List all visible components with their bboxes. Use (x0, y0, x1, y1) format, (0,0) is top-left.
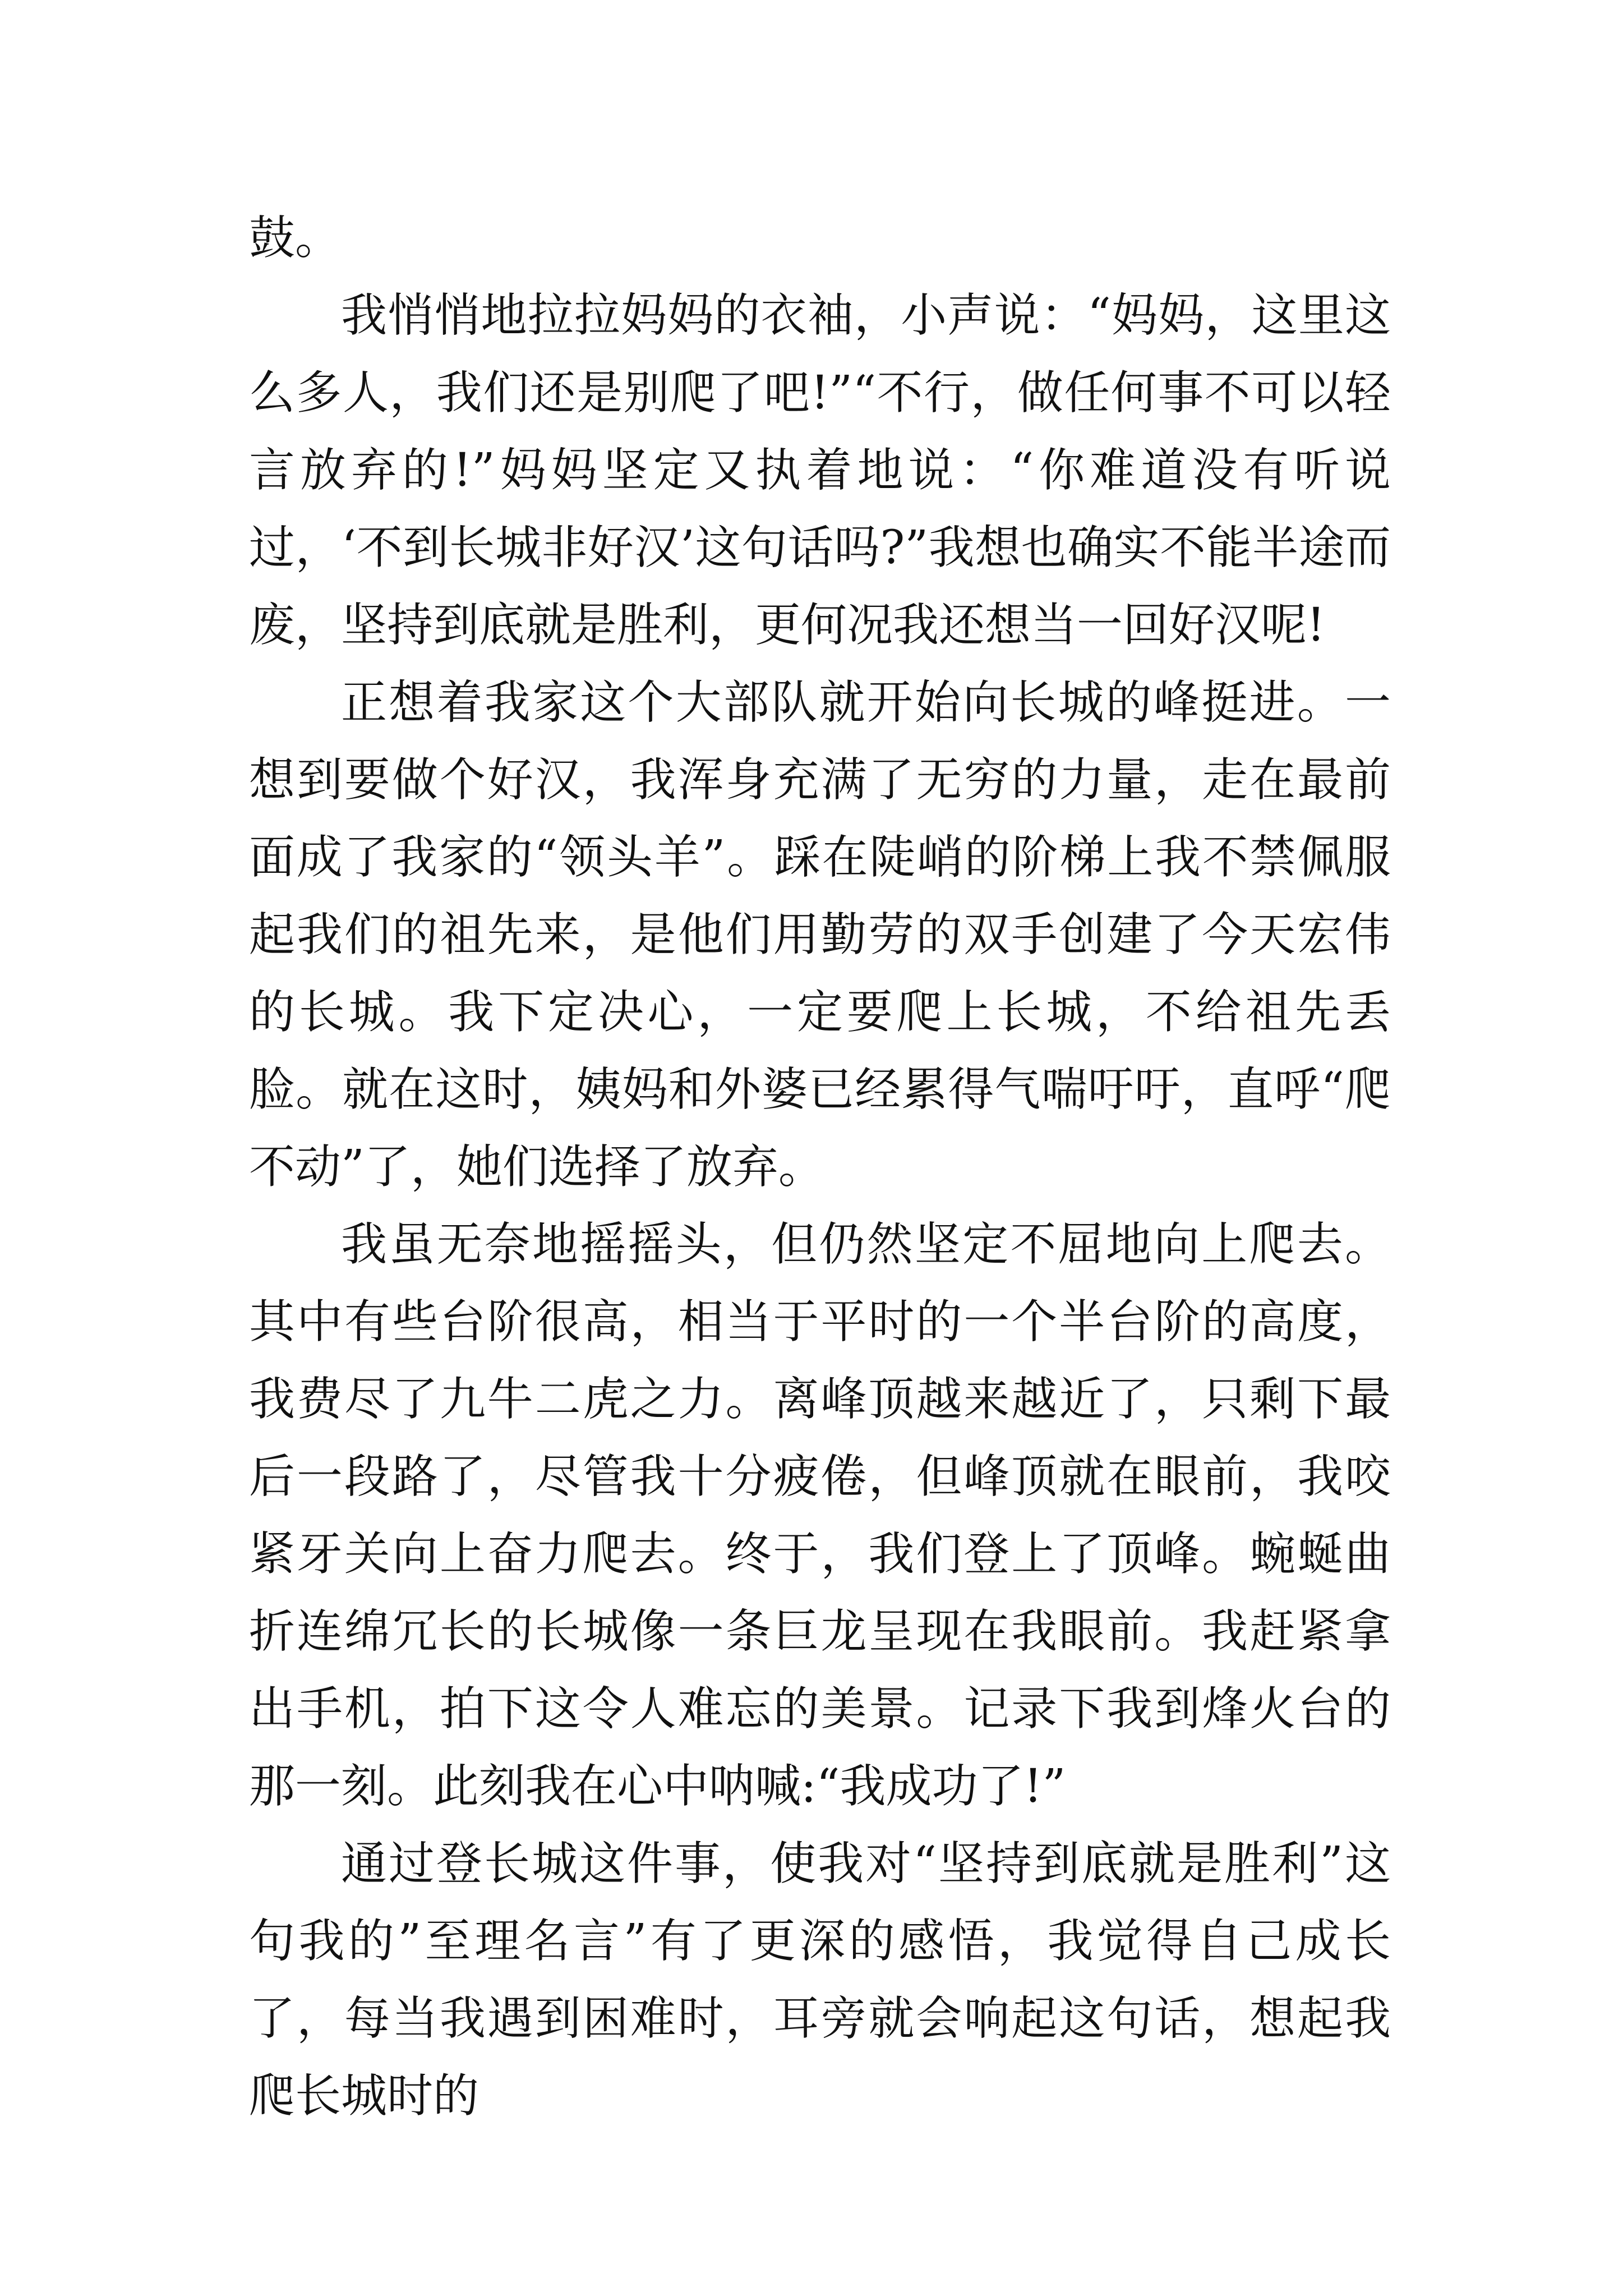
paragraph-reaching-peak: 我虽无奈地摇摇头，但仍然坚定不屈地向上爬去。其中有些台阶很高，相当于平时的一个半台阶的高度，我费尽了九牛二虎之力。离峰顶越来越近了，只剩下最后一段路了，尽管我十分疲倦，但峰顶就在眼前，我咬紧牙关向上奋力爬去。终于，我们登上了顶峰。蜿蜒曲折连绵冗长的长城像一条巨龙呈现在我眼前。我赶紧拿出手机，拍下这令人难忘的美景。记录下我到烽火台的那一刻。此刻我在心中呐喊:“我成功了!” (249, 1218, 1391, 1813)
document-body (249, 200, 1391, 2135)
paragraph-climbing-start: 正想着我家这个大部队就开始向长城的峰挺进。一想到要做个好汉，我浑身充满了无穷的力量，走在最前面成了我家的“领头羊”。踩在陡峭的阶梯上我不禁佩服起我们的祖先来，是他们用勤劳的双手创建了今天宏伟的长城。我下定决心，一定要爬上长城，不给祖先丢脸。就在这时，姨妈和外婆已经累得气喘吁吁，直呼“爬不动”了，她们选择了放弃。 (249, 676, 1391, 1194)
paragraph-reflection: 通过登长城这件事，使我对“坚持到底就是胜利”这句我的”至理名言”有了更深的感悟，我觉得自己成长了，每当我遇到困难时，耳旁就会响起这句话，想起我爬长城时的 (249, 1837, 1391, 2123)
paragraph-persuasion: 我悄悄地拉拉妈妈的衣袖，小声说：“妈妈，这里这么多人，我们还是别爬了吧!”“不行，做任何事不可以轻言放弃的!”妈妈坚定又执着地说：“你难道没有听说过，‘不到长城非好汉’这句话吗?”我想也确实不能半途而废，坚持到底就是胜利，更何况我还想当一回好汉呢! (249, 289, 1391, 652)
paragraph-continuation: 鼓。 (249, 211, 342, 265)
